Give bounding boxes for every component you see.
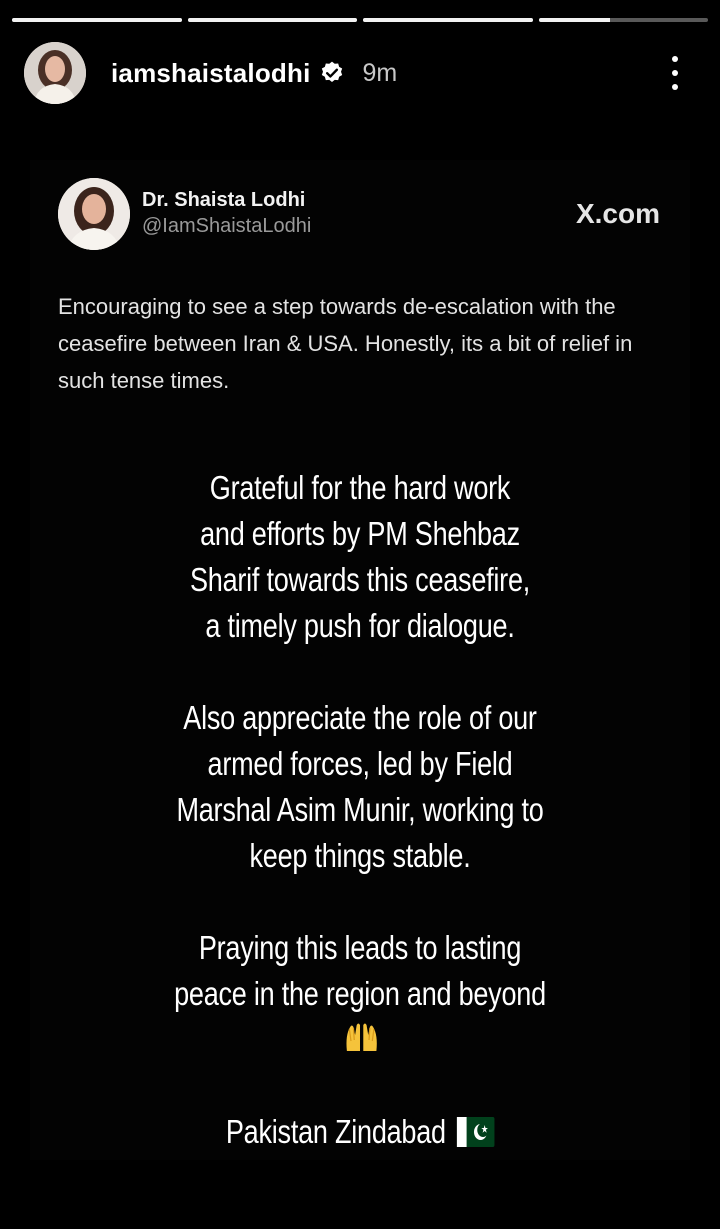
progress-segment-2 (188, 18, 358, 22)
tweet-card (30, 160, 690, 1160)
overlay-paragraph-3-wrap (89, 925, 630, 1063)
username[interactable]: iamshaistalodhi (111, 57, 311, 88)
tweet-author-handle: @IamShaistaLodhi (142, 215, 312, 237)
profile-avatar[interactable] (24, 42, 86, 104)
more-vertical-icon[interactable] (669, 56, 681, 90)
progress-segment-1 (12, 18, 182, 22)
raising-hands-icon (344, 1021, 380, 1055)
x-logo-source: X.com (575, 198, 660, 229)
tweet-author-name: Dr. Shaista Lodhi (142, 189, 306, 211)
story-header (24, 41, 696, 105)
overlay-paragraph-1: Grateful for the hard work and efforts by PM Shehbaz Sharif towards this ceasefire, a timely push for dialogue. (189, 469, 531, 644)
story-progress-bar (12, 18, 708, 22)
pakistan-flag-icon (456, 1117, 494, 1147)
post-time: 9m (362, 58, 398, 87)
tweet-avatar (58, 178, 130, 250)
progress-segment-4 (539, 18, 709, 22)
progress-segment-3 (363, 18, 533, 22)
overlay-paragraph-4: Pakistan Zindabad (225, 1113, 446, 1150)
overlay-paragraph-2: Also appreciate the role of our armed forces, led by Field Marshal Asim Munir, working to keep things stable. (176, 699, 544, 874)
overlay-paragraph-3: Praying this leads to lasting peace in the region and beyond (174, 929, 546, 1012)
tweet-text: Encouraging to see a step towards de-escalation with the ceasefire between Iran & USA. Honestly, its a bit of relief in such tense times. (58, 294, 633, 393)
overlay-paragraph-4-wrap (89, 1109, 630, 1155)
tweet-header (58, 178, 662, 250)
verified-badge-icon (319, 60, 345, 86)
story-text-overlay (89, 465, 630, 1201)
